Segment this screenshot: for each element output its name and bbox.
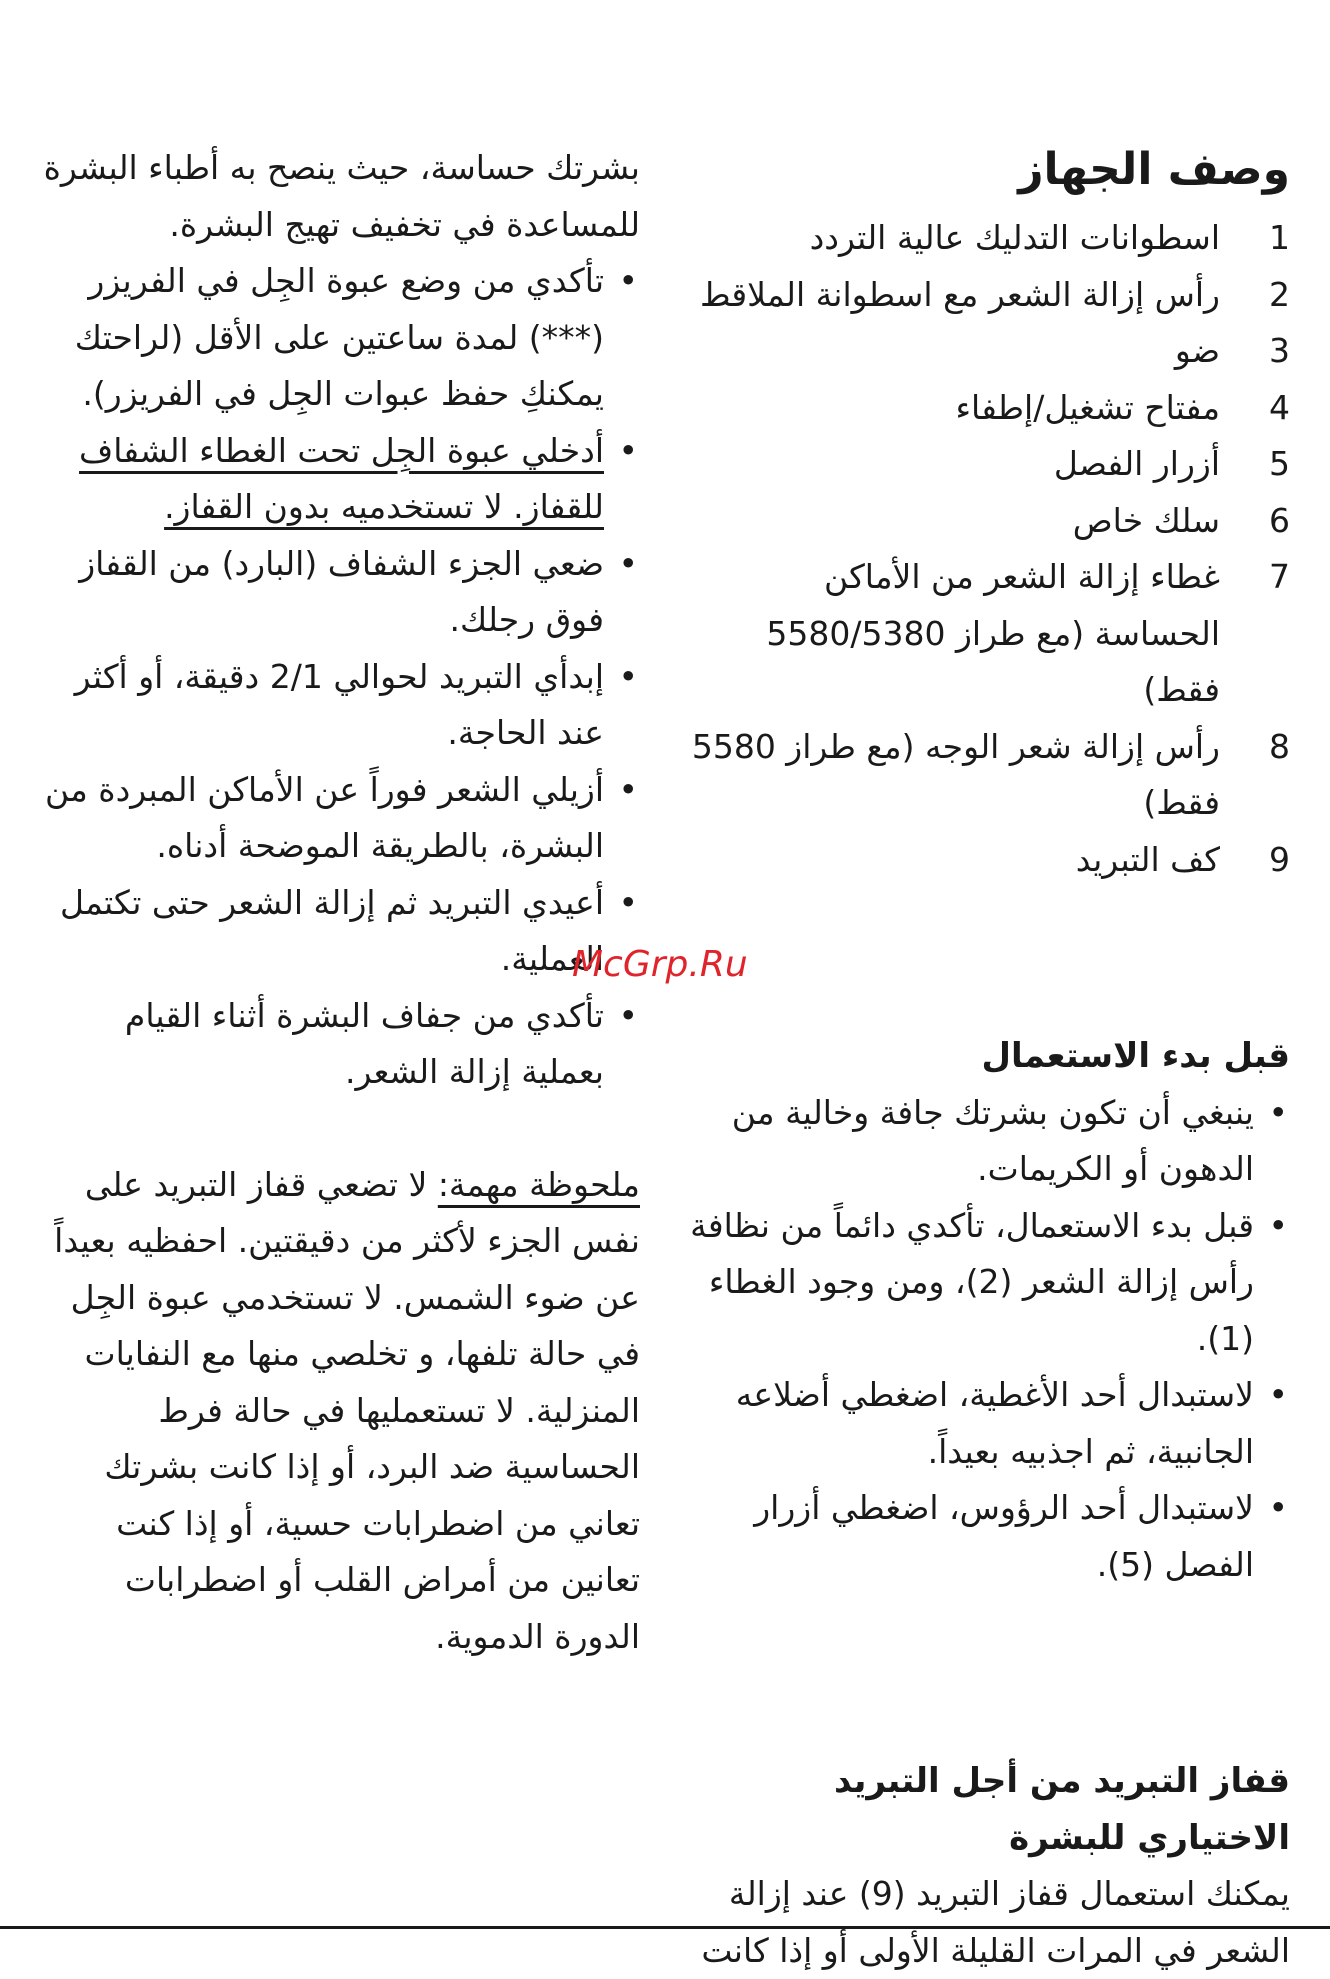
list-item: • تأكدي من وضع عبوة الجِل في الفريزر (***) لمدة ساعتين على الأقل (لراحتك يمكنكِ حفظ عبوات الجِل في الفريزر). bbox=[40, 253, 640, 423]
part-number: 3 bbox=[1269, 331, 1290, 370]
device-description-heading: وصف الجهاز bbox=[1018, 144, 1290, 195]
part-label: غطاء إزالة الشعر من الأماكن الحساسة (مع طراز 5580/5380 فقط) bbox=[766, 557, 1220, 709]
list-item: • إبدأي التبريد لحوالي 2/1 دقيقة، أو أكثر عند الحاجة. bbox=[40, 649, 640, 762]
part-label: أزرار الفصل bbox=[1053, 444, 1220, 483]
list-item bbox=[690, 323, 1290, 380]
part-label: رأس إزالة شعر الوجه (مع طراز 5580 فقط) bbox=[691, 726, 1220, 822]
list-item bbox=[690, 549, 1290, 719]
important-note bbox=[40, 1157, 640, 1666]
list-item: • أزيلي الشعر فوراً عن الأماكن المبردة من البشرة، بالطريقة الموضحة أدناه. bbox=[40, 762, 640, 875]
right-column bbox=[690, 140, 1290, 1979]
part-number: 7 bbox=[1269, 557, 1290, 596]
list-item bbox=[690, 267, 1290, 324]
list-item bbox=[690, 380, 1290, 437]
cooling-steps-list bbox=[40, 253, 640, 1101]
part-label: سلك خاص bbox=[1072, 500, 1220, 540]
list-item bbox=[690, 210, 1290, 267]
part-number: 2 bbox=[1269, 274, 1290, 314]
bottom-rule bbox=[0, 1926, 1330, 1929]
part-number: 9 bbox=[1269, 839, 1290, 879]
list-item: • ضعي الجزء الشفاف (البارد) من القفاز فوق رجلك. bbox=[40, 536, 640, 649]
note-text: لا تضعي قفاز التبريد على نفس الجزء لأكثر من دقيقتين. احفظيه بعيداً عن ضوء الشمس. لا تستخدمي عبوة الجِل في حالة تلفها، و تخلصي منها مع النفايات المنزلية. لا تستعمليها في حالة فرط الحساسية ضد البرد، أو إذا كانت بشرتك تعاني من اضطرابات حسية، أو إذا كنت تعانين من أمراض القلب أو اضطرابات الدورة الدموية. bbox=[54, 1164, 640, 1656]
list-item bbox=[690, 719, 1290, 832]
list-item: • أعيدي التبريد ثم إزالة الشعر حتى تكتمل العملية. bbox=[40, 875, 640, 988]
list-item bbox=[690, 436, 1290, 493]
list-item bbox=[690, 832, 1290, 889]
underlined-instruction: أدخلي عبوة الجِل تحت الغطاء الشفاف للقفاز. لا تستخدميه بدون القفاز. bbox=[79, 430, 604, 526]
before-use-list bbox=[690, 1085, 1290, 1594]
part-label: اسطوانات التدليك عالية التردد bbox=[809, 218, 1220, 257]
note-label: ملحوظة مهمة: bbox=[437, 1164, 640, 1204]
list-item: • ينبغي أن تكون بشرتك جافة وخالية من الدهون أو الكريمات. bbox=[690, 1085, 1290, 1198]
part-label: كف التبريد bbox=[1075, 839, 1220, 879]
left-column bbox=[40, 140, 640, 1665]
cooling-glove-text: يمكنك استعمال قفاز التبريد (9) عند إزالة الشعر في المرات القليلة الأولى أو إذا كانت bbox=[701, 1874, 1290, 1970]
list-item bbox=[690, 493, 1290, 550]
part-number: 5 bbox=[1269, 444, 1290, 483]
part-number: 8 bbox=[1269, 726, 1290, 766]
before-use-heading: قبل بدء الاستعمال bbox=[981, 1036, 1290, 1076]
part-label: رأس إزالة الشعر مع اسطوانة الملاقط bbox=[700, 274, 1220, 314]
list-item: • لاستبدال أحد الأغطية، اضغطي أضلاعه الجانبية، ثم اجذبيه بعيداً. bbox=[690, 1367, 1290, 1480]
cooling-glove-heading: قفاز التبريد من أجل التبريد الاختياري للبشرة bbox=[833, 1761, 1290, 1858]
list-item: • تأكدي من جفاف البشرة أثناء القيام بعملية إزالة الشعر. bbox=[40, 988, 640, 1101]
watermark: McGrp.Ru bbox=[572, 944, 748, 985]
part-number: 1 bbox=[1269, 218, 1290, 257]
intro-text: بشرتك حساسة، حيث ينصح به أطباء البشرة للمساعدة في تخفيف تهيج البشرة. bbox=[43, 148, 640, 244]
part-label: ضو bbox=[1174, 331, 1220, 370]
list-item: • لاستبدال أحد الرؤوس، اضغطي أزرار الفصل (5). bbox=[690, 1480, 1290, 1593]
list-item bbox=[40, 423, 640, 536]
part-number: 6 bbox=[1269, 500, 1290, 540]
list-item: • قبل بدء الاستعمال، تأكدي دائماً من نظافة رأس إزالة الشعر (2)، ومن وجود الغطاء (1). bbox=[690, 1198, 1290, 1368]
parts-list bbox=[690, 210, 1290, 888]
part-number: 4 bbox=[1269, 387, 1290, 427]
part-label: مفتاح تشغيل/إطفاء bbox=[955, 387, 1220, 427]
